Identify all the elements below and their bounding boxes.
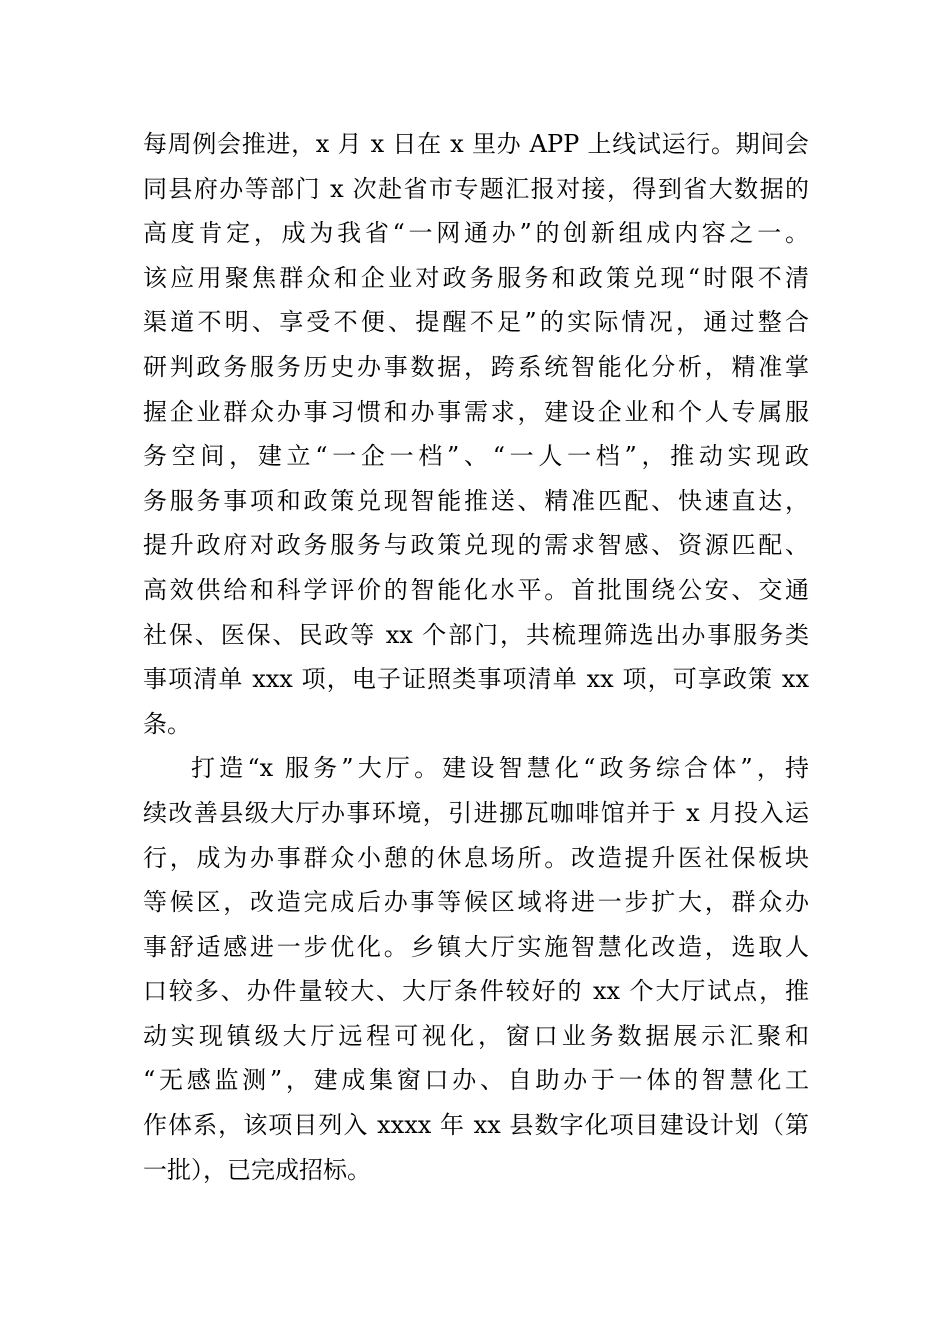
paragraph-2-line: 等候区，改造完成后办事等候区域将进一步扩大，群众办 (143, 888, 809, 917)
paragraph-1-line: 研判政务服务历史办事数据，跨系统智能化分析，精准掌 (143, 352, 809, 381)
paragraph-2-line: 打造“x 服务”大厅。建设智慧化“政务综合体”，持 (191, 754, 809, 783)
paragraph-2-line: 一批），已完成招标。 (143, 1155, 371, 1184)
paragraph-2-line: 口较多、办件量较大、大厅条件较好的 xx 个大厅试点，推 (143, 977, 809, 1006)
paragraph-1-line: 高效供给和科学评价的智能化水平。首批围绕公安、交通 (143, 575, 809, 604)
paragraph-1-line: 提升政府对政务服务与政策兑现的需求智感、资源匹配、 (143, 531, 809, 560)
paragraph-1-line: 事项清单 xxx 项，电子证照类事项清单 xx 项，可享政策 xx (143, 665, 809, 694)
paragraph-2-line: 续改善县级大厅办事环境，引进挪瓦咖啡馆并于 x 月投入运 (143, 798, 809, 827)
paragraph-1-line: 务空间，建立“一企一档”、“一人一档”，推动实现政 (143, 442, 809, 471)
paragraph-1-line: 该应用聚焦群众和企业对政务服务和政策兑现“时限不清 (143, 263, 809, 292)
paragraph-2-line: 作体系，该项目列入 xxxx 年 xx 县数字化项目建设计划（第 (143, 1111, 809, 1140)
paragraph-1-line: 同县府办等部门 x 次赴省市专题汇报对接，得到省大数据的 (143, 174, 809, 203)
paragraph-2-line: 动实现镇级大厅远程可视化，窗口业务数据展示汇聚和 (143, 1021, 809, 1050)
paragraph-1-line: 社保、医保、民政等 xx 个部门，共梳理筛选出办事服务类 (143, 620, 809, 649)
paragraph-2-line: 行，成为办事群众小憩的休息场所。改造提升医社保板块 (143, 843, 809, 872)
paragraph-1-line: 渠道不明、享受不便、提醒不足”的实际情况，通过整合 (143, 308, 809, 337)
body-text (143, 122, 809, 1192)
paragraph-1-line: 务服务事项和政策兑现智能推送、精准匹配、快速直达， (143, 486, 809, 515)
paragraph-2-line: “无感监测”，建成集窗口办、自助办于一体的智慧化工 (143, 1066, 809, 1095)
paragraph-2-line: 事舒适感进一步优化。乡镇大厅实施智慧化改造，选取人 (143, 932, 809, 961)
paragraph-1-line: 高度肯定，成为我省“一网通办”的创新组成内容之一。 (143, 219, 809, 248)
paragraph-1-line: 每周例会推进，x 月 x 日在 x 里办 APP 上线试运行。期间会 (143, 130, 809, 158)
paragraph-1-line: 握企业群众办事习惯和办事需求，建设企业和个人专属服 (143, 397, 809, 426)
paragraph-1-line: 条。 (143, 709, 191, 738)
